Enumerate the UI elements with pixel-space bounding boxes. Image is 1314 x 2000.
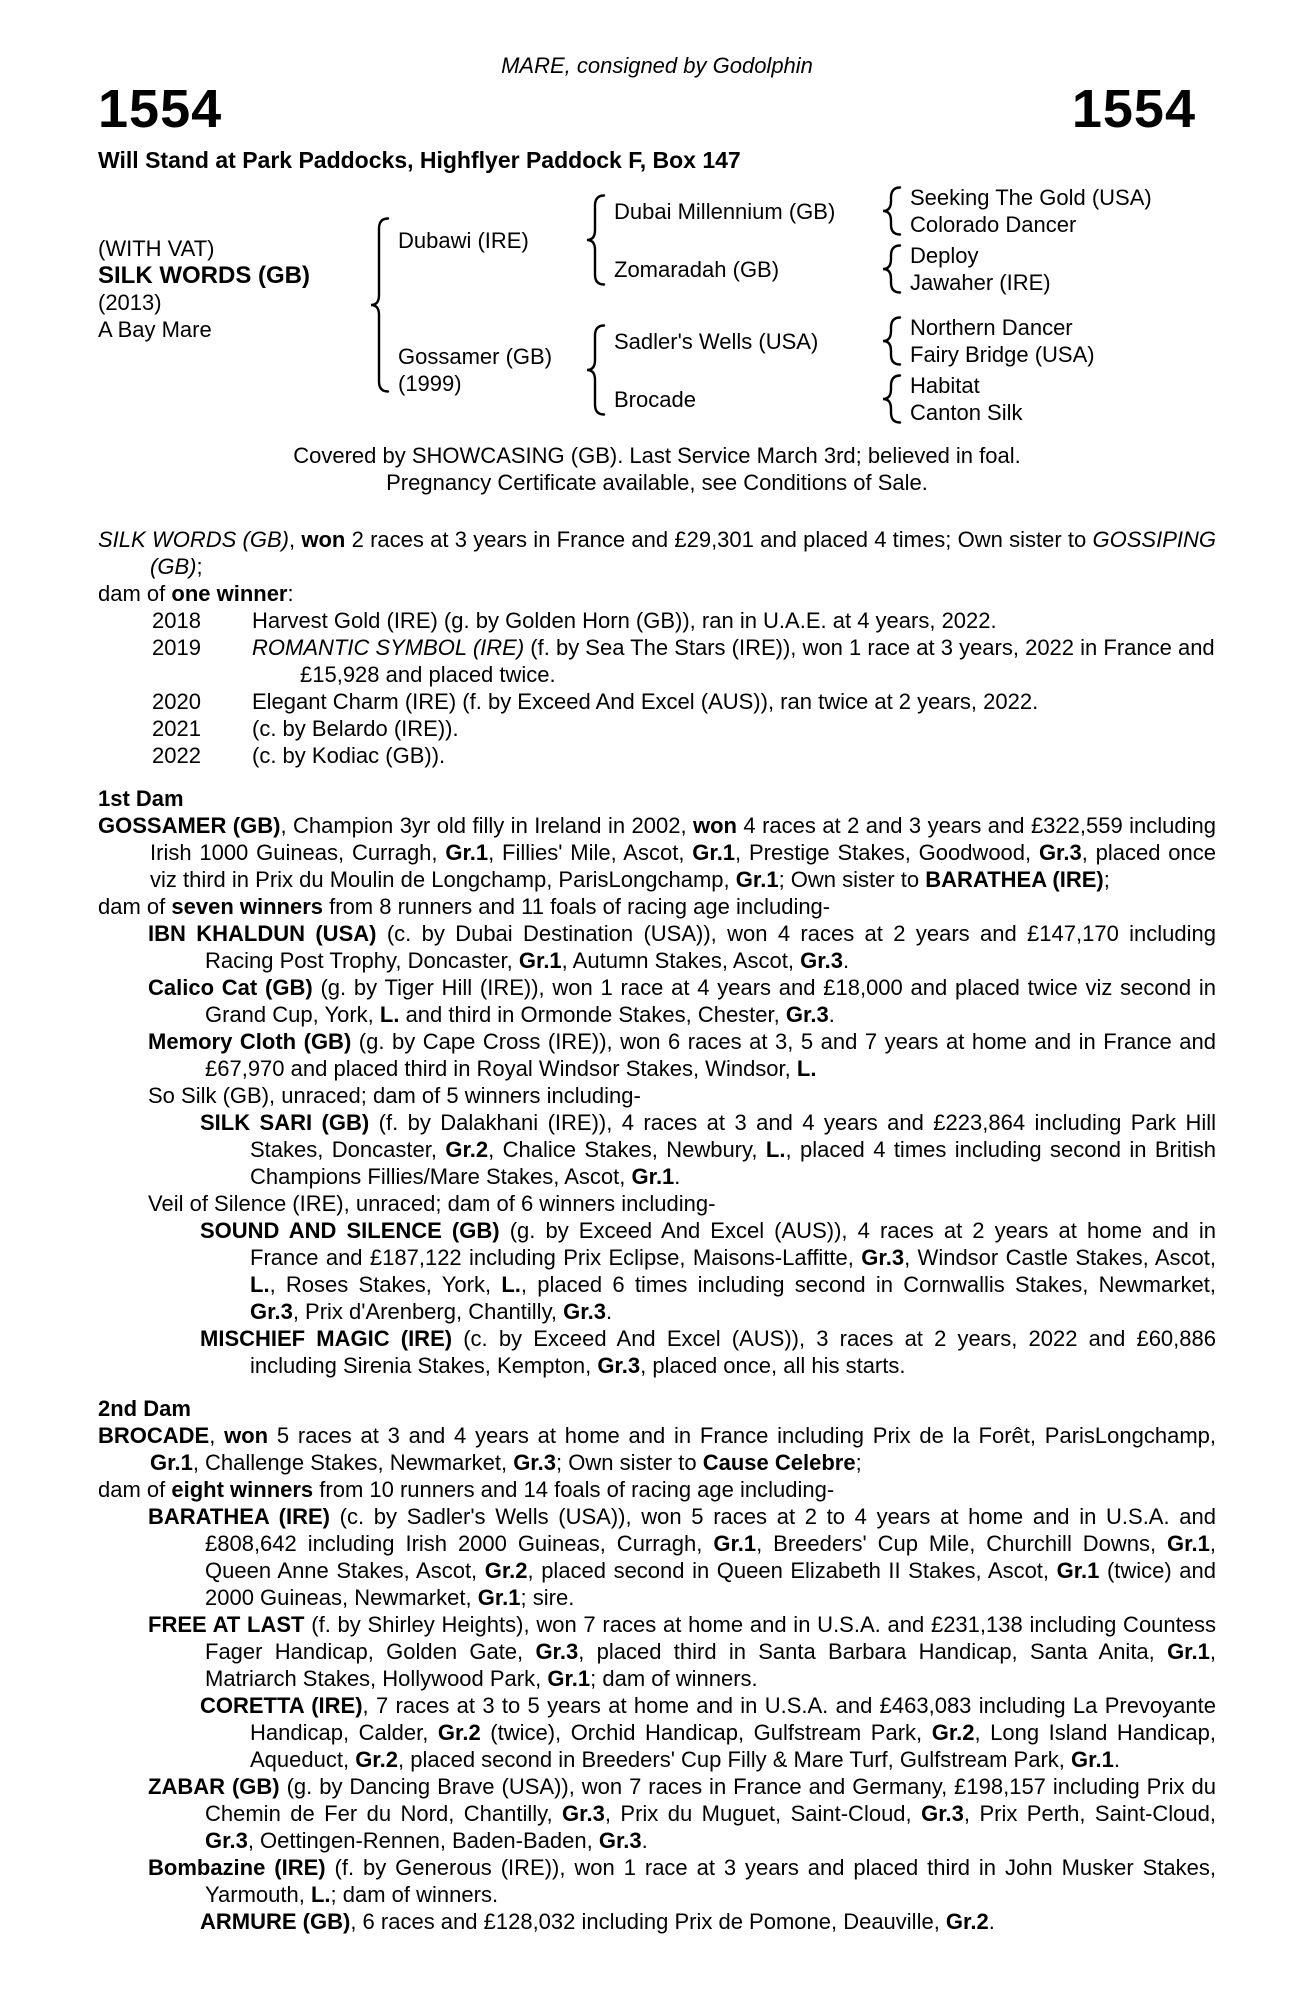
- pedigree-entry: ARMURE (GB), 6 races and £128,032 including Prix de Pomone, Deauville, Gr.2.: [200, 1909, 995, 1934]
- pedigree-entry: dam of seven winners from 8 runners and 11 foals of racing age including-: [98, 894, 831, 919]
- brace-subject: [368, 217, 390, 393]
- pedigree-entry: IBN KHALDUN (USA) (c. by Dubai Destination (USA)), won 4 races at 2 years and £147,170 including Racing Post Trophy, Doncaster, Gr.1, Autumn Stakes, Ascot, Gr.3.: [148, 921, 1216, 973]
- pedigree-tree: [98, 182, 1216, 428]
- dam-sire-family: [614, 314, 1216, 368]
- dam-sire-name: Sadler's Wells (USA): [614, 328, 819, 354]
- pedigree-subject: [98, 235, 368, 343]
- race-record: [98, 526, 1216, 1935]
- stand-location-note: Will Stand at Park Paddocks, Highflyer Paddock F, Box 147: [98, 147, 741, 173]
- pedigree-entry: ZABAR (GB) (g. by Dancing Brave (USA)), won 7 races in France and Germany, £198,157 including Prix du Chemin de Fer du Nord, Chantilly, Gr.3, Prix du Muguet, Saint-Cloud, Gr.3, Prix Perth, Saint-Cloud, Gr.3, Oettingen-Rennen, Baden-Baden, Gr.3.: [148, 1774, 1216, 1853]
- pedigree-entry: Calico Cat (GB) (g. by Tiger Hill (IRE)), won 1 race at 4 years and £18,000 and placed twice viz second in Grand Cup, York, L. and third in Ormonde Stakes, Chester, Gr.3.: [148, 975, 1216, 1027]
- lot-number-row: [98, 81, 1216, 143]
- brace-sire-dam: [880, 244, 902, 294]
- pedigree-entry: Veil of Silence (IRE), unraced; dam of 6 winners including-: [148, 1191, 716, 1216]
- dam-family: [398, 312, 1216, 428]
- consignment-note: MARE, consigned by Godolphin: [501, 53, 813, 78]
- pedigree-entry: SOUND AND SILENCE (GB) (g. by Exceed And Excel (AUS)), 4 races at 2 years at home and in France and £187,122 including Prix Eclipse, Maisons-Laffitte, Gr.3, Windsor Castle Stakes, Ascot, L., Roses Stakes, York, L., placed 6 times including second in Cornwallis Stakes, Newmarket, Gr.3, Prix d'Arenberg, Chantilly, Gr.3.: [200, 1218, 1216, 1324]
- pedigree-entry: BARATHEA (IRE) (c. by Sadler's Wells (USA)), won 5 races at 2 to 4 years at home and in U.S.A. and £808,642 including Irish 2000 Guineas, Curragh, Gr.1, Breeders' Cup Mile, Churchill Downs, Gr.1, Queen Anne Stakes, Ascot, Gr.2, placed second in Queen Elizabeth II Stakes, Ascot, Gr.1 (twice) and 2000 Guineas, Newmarket, Gr.1; sire.: [148, 1504, 1216, 1610]
- ancestor-name: Canton Silk: [910, 400, 1023, 425]
- produce-row: 2021 (c. by Belardo (IRE)).: [152, 716, 459, 741]
- pregnancy-line: Pregnancy Certificate available, see Conditions of Sale.: [386, 470, 928, 495]
- mare-race-record: SILK WORDS (GB), won 2 races at 3 years in France and £29,301 and placed 4 times; Own sister to GOSSIPING (GB);: [98, 527, 1217, 579]
- pedigree-entry: Bombazine (IRE) (f. by Generous (IRE)), won 1 race at 3 years and placed third in John Musker Stakes, Yarmouth, L.; dam of winners.: [148, 1855, 1216, 1907]
- section-heading: 1st Dam: [98, 786, 184, 811]
- section-entries: [98, 812, 1216, 1379]
- section-heading: 2nd Dam: [98, 1396, 191, 1421]
- produce-record: [98, 607, 1216, 769]
- sire-dam-family: [614, 242, 1216, 296]
- first-dam-section: [98, 785, 1216, 1379]
- brace-dam: [584, 324, 606, 416]
- subject-year: (2013): [98, 290, 162, 315]
- second-dam-section: [98, 1395, 1216, 1935]
- ancestor-name: Jawaher (IRE): [910, 270, 1051, 295]
- pedigree-entry: MISCHIEF MAGIC (IRE) (c. by Exceed And Excel (AUS)), 3 races at 2 years, 2022 and £60,886 including Sirenia Stakes, Kempton, Gr.3, placed once, all his starts.: [200, 1326, 1216, 1378]
- produce-year: 2022: [152, 743, 201, 768]
- dam-dam-name: Brocade: [614, 386, 696, 412]
- produce-row: 2018 Harvest Gold (IRE) (g. by Golden Horn (GB)), ran in U.A.E. at 4 years, 2022.: [152, 608, 997, 633]
- pedigree-entry: FREE AT LAST (f. by Shirley Heights), won 7 races at home and in U.S.A. and £231,138 including Countess Fager Handicap, Golden Gate, Gr.3, placed third in Santa Barbara Handicap, Santa Anita, Gr.1, Matriarch Stakes, Hollywood Park, Gr.1; dam of winners.: [148, 1612, 1217, 1691]
- dam-dam-family: [614, 372, 1216, 426]
- produce-row: 2019 ROMANTIC SYMBOL (IRE) (f. by Sea The Stars (IRE)), won 1 race at 3 years, 2022 in France and £15,928 and placed twice.: [152, 635, 1215, 687]
- sire-family: [398, 182, 1216, 298]
- brace-dam-dam: [880, 374, 902, 424]
- lot-number-left: 1554: [98, 79, 223, 139]
- dam-of-line: dam of one winner:: [98, 581, 294, 606]
- ancestor-name: Fairy Bridge (USA): [910, 342, 1095, 367]
- dam-name: Gossamer (GB): [398, 344, 553, 369]
- ancestor-name: Northern Dancer: [910, 315, 1073, 340]
- pedigree-entry: GOSSAMER (GB), Champion 3yr old filly in Ireland in 2002, won 4 races at 2 and 3 years and £322,559 including Irish 1000 Guineas, Curragh, Gr.1, Fillies' Mile, Ascot, Gr.1, Prestige Stakes, Goodwood, Gr.3, placed once viz third in Prix du Moulin de Longchamp, ParisLongchamp, Gr.1; Own sister to BARATHEA (IRE);: [98, 813, 1216, 892]
- dam-year: (1999): [398, 371, 462, 396]
- covered-line: Covered by SHOWCASING (GB). Last Service March 3rd; believed in foal.: [293, 443, 1021, 468]
- pedigree-entry: CORETTA (IRE), 7 races at 3 to 5 years at home and in U.S.A. and £463,083 including La Prevoyante Handicap, Calder, Gr.2 (twice), Orchid Handicap, Gulfstream Park, Gr.2, Long Island Handicap, Aqueduct, Gr.2, placed second in Breeders' Cup Filly & Mare Turf, Gulfstream Park, Gr.1.: [200, 1693, 1216, 1772]
- produce-year: 2020: [152, 689, 201, 714]
- sire-dam-name: Zomaradah (GB): [614, 256, 780, 282]
- dam-name-cell: [398, 343, 584, 397]
- lot-number-right: 1554: [1071, 79, 1196, 139]
- vat-note: (WITH VAT): [98, 236, 215, 261]
- pedigree-entry: BROCADE, won 5 races at 3 and 4 years at home and in France including Prix de la Forêt, ParisLongchamp, Gr.1, Challenge Stakes, Newmarket, Gr.3; Own sister to Cause Celebre;: [98, 1423, 1216, 1475]
- pedigree-entry: Memory Cloth (GB) (g. by Cape Cross (IRE)), won 6 races at 3, 5 and 7 years at home and in France and £67,970 and placed third in Royal Windsor Stakes, Windsor, L.: [148, 1029, 1216, 1081]
- subject-name: SILK WORDS (GB): [98, 262, 310, 289]
- sire-sire-family: [614, 184, 1216, 238]
- ancestor-name: Habitat: [910, 373, 980, 398]
- brace-dam-sire: [880, 316, 902, 366]
- pedigree-entry: dam of eight winners from 10 runners and 14 foals of racing age including-: [98, 1477, 835, 1502]
- sire-name: Dubawi (IRE): [398, 227, 529, 253]
- ancestor-name: Colorado Dancer: [910, 212, 1077, 237]
- sire-sire-name: Dubai Millennium (GB): [614, 198, 836, 224]
- section-entries: [98, 1422, 1216, 1935]
- subject-description: A Bay Mare: [98, 317, 212, 342]
- ancestor-name: Seeking The Gold (USA): [910, 185, 1152, 210]
- produce-row: 2022 (c. by Kodiac (GB)).: [152, 743, 446, 768]
- produce-row: 2020 Elegant Charm (IRE) (f. by Exceed And Excel (AUS)), ran twice at 2 years, 2022.: [152, 689, 1039, 714]
- pedigree-entry: So Silk (GB), unraced; dam of 5 winners including-: [148, 1083, 641, 1108]
- brace-sire: [584, 194, 606, 286]
- ancestor-name: Deploy: [910, 243, 979, 268]
- covering-details: [98, 442, 1216, 496]
- brace-sire-sire: [880, 186, 902, 236]
- produce-year: 2018: [152, 608, 201, 633]
- pedigree-entry: SILK SARI (GB) (f. by Dalakhani (IRE)), 4 races at 3 and 4 years and £223,864 including Park Hill Stakes, Doncaster, Gr.2, Chalice Stakes, Newbury, L., placed 4 times including second in British Champions Fillies/Mare Stakes, Ascot, Gr.1.: [200, 1110, 1216, 1189]
- produce-year: 2019: [152, 635, 201, 660]
- produce-year: 2021: [152, 716, 201, 741]
